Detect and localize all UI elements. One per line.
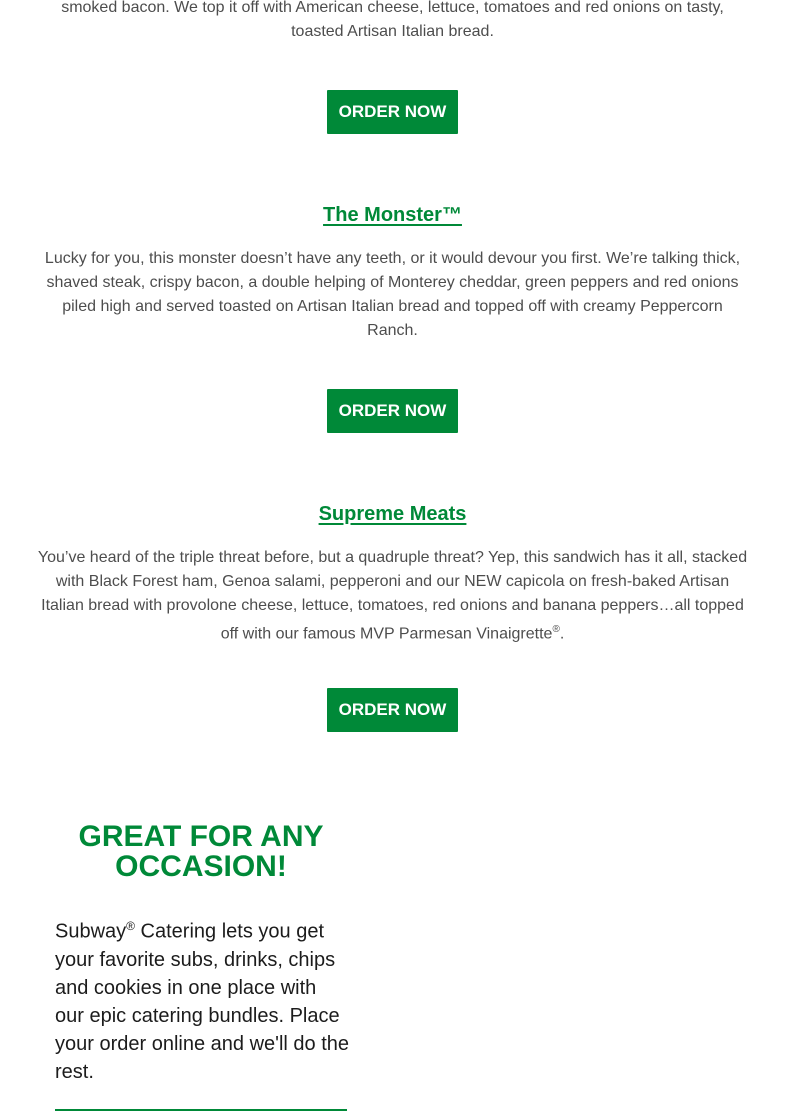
desc-line: off with our famous MVP Parmesan Vinaigrette xyxy=(220,625,553,643)
registered-mark: ® xyxy=(552,624,560,635)
product-title-wrap xyxy=(0,503,785,526)
desc-line: with Black Forest ham, Genoa salami, pepperoni and our NEW capicola on fresh-baked Artisan xyxy=(55,573,730,590)
desc-line: shaved steak, crispy bacon, a double helping of Monterey cheddar, green peppers and red onions xyxy=(46,274,739,291)
registered-mark: ® xyxy=(126,919,135,933)
catering-description xyxy=(55,912,350,1086)
desc-line: smoked bacon. We top it off with American cheese, lettuce, tomatoes and red onions on tasty, xyxy=(61,0,724,16)
catering-body: Catering lets you get your favorite subs, drinks, chips and cookies in one place with our epic catering bundles. Place your order online and we'll do the rest. xyxy=(55,920,350,1083)
product-description-blt xyxy=(0,0,785,44)
order-now-button[interactable]: ORDER NOW xyxy=(327,688,458,732)
order-now-button[interactable]: ORDER NOW xyxy=(327,90,458,134)
brand-name: Subway xyxy=(55,920,127,943)
occasion-heading-line2: OCCASION! xyxy=(115,850,287,883)
desc-line: Italian bread with provolone cheese, lettuce, tomatoes, red onions and banana peppers…all topped xyxy=(41,597,744,614)
desc-line: Ranch. xyxy=(367,322,418,339)
desc-tail: . xyxy=(559,625,565,643)
occasion-heading xyxy=(55,822,347,882)
product-title-supreme-meats[interactable]: Supreme Meats xyxy=(318,503,467,525)
desc-line: toasted Artisan Italian bread. xyxy=(291,23,494,40)
section-divider xyxy=(55,1109,347,1111)
product-title-wrap xyxy=(0,204,785,227)
order-now-button[interactable]: ORDER NOW xyxy=(327,389,458,433)
product-description-supreme-meats xyxy=(0,546,785,646)
occasion-heading-line1: GREAT FOR ANY xyxy=(78,820,324,853)
desc-line: piled high and served toasted on Artisan Italian bread and topped off with creamy Peppercorn xyxy=(62,298,723,315)
desc-line: Lucky for you, this monster doesn’t have any teeth, or it would devour you first. We’re talking thick, xyxy=(44,250,741,267)
product-title-the-monster[interactable]: The Monster™ xyxy=(323,204,462,226)
desc-line: You’ve heard of the triple threat before, but a quadruple threat? Yep, this sandwich has it all, stacked xyxy=(37,549,748,566)
product-description-the-monster xyxy=(0,247,785,343)
